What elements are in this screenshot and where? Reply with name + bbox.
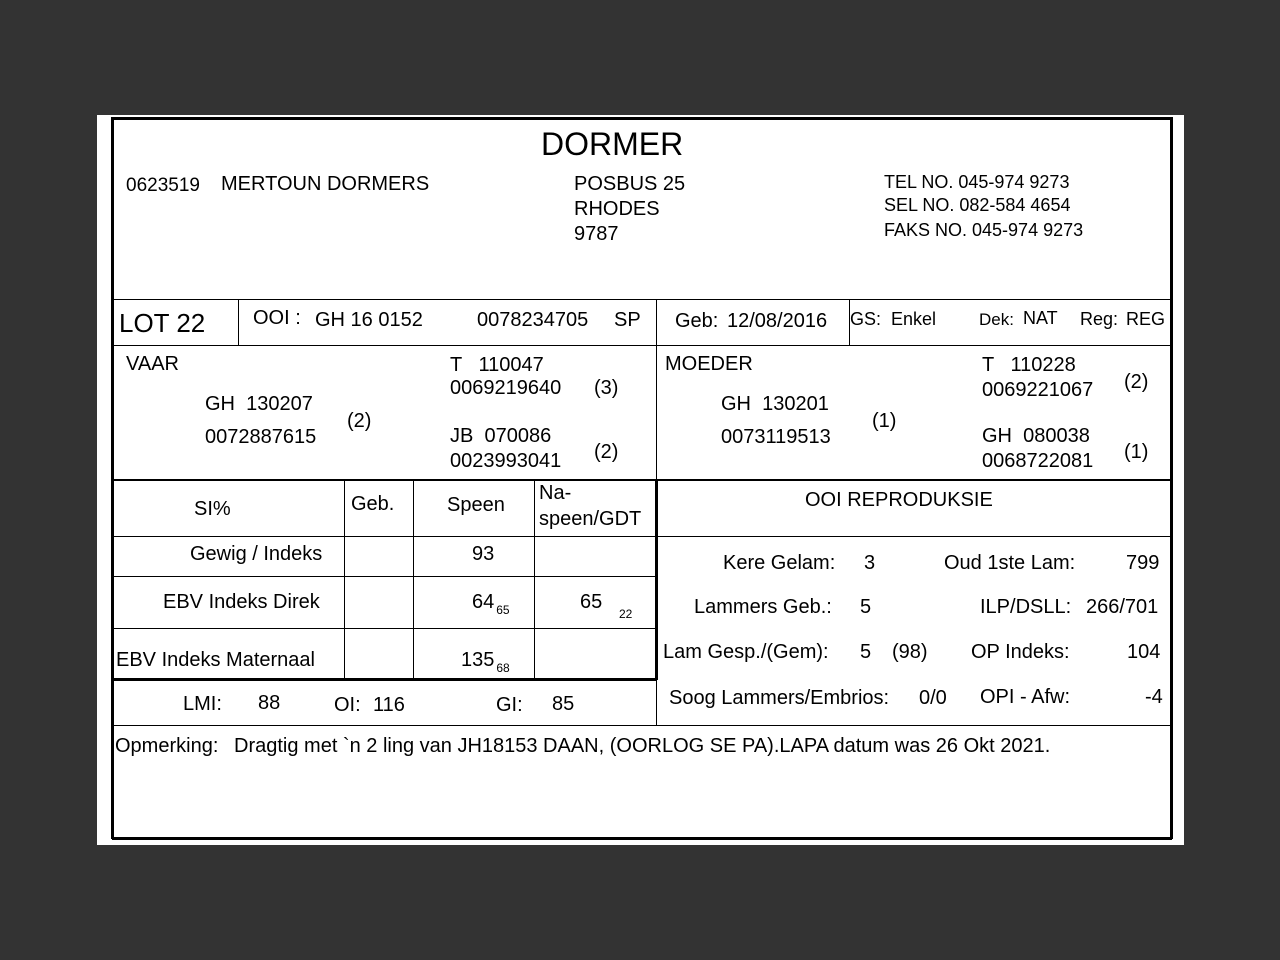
si-row-2 [112, 576, 657, 577]
border-left [111, 117, 114, 839]
ebv-maternaal-speen: 135 $_{68}$ [461, 649, 510, 675]
ooi-code: SP [614, 309, 641, 331]
dam-dam-id: GH 080038 [982, 425, 1090, 447]
si-row-1 [112, 536, 1172, 537]
dam-sire-count: (2) [1124, 371, 1149, 393]
breeder-name: MERTOUN DORMERS [221, 173, 430, 195]
border-top [112, 117, 1172, 120]
gewig-speen: 93 [472, 543, 495, 565]
gesp-gem: (98) [892, 641, 928, 663]
lmi-label: LMI: [183, 693, 222, 715]
reg-label: Reg: [1080, 309, 1119, 329]
si-header: SI% [194, 498, 231, 520]
row-label-ebv-direk: EBV Indeks Direk [163, 591, 320, 613]
geb-label: Geb: [675, 310, 719, 332]
ilp-value: 266/701 [1086, 596, 1159, 618]
border-bottom [112, 837, 1172, 840]
opi-label: OPI - Afw: [980, 686, 1071, 708]
op-value: 104 [1127, 641, 1161, 663]
dam-dam-count: (1) [1124, 441, 1149, 463]
dam-dam-number: 0068722081 [982, 450, 1094, 472]
lammers-label: Lammers Geb.: [694, 596, 832, 618]
dam-count: (1) [872, 410, 897, 432]
divider-pedigree [656, 345, 657, 480]
opi-value: -4 [1145, 686, 1163, 708]
dam-sire-number: 0069221067 [982, 379, 1094, 401]
border-right [1170, 117, 1173, 839]
dam-label: MOEDER [665, 353, 753, 375]
breed-title: DORMER [541, 126, 684, 162]
dam-id: GH 130201 [721, 393, 829, 415]
geb-header: Geb. [351, 493, 395, 515]
sire-label: VAAR [126, 353, 179, 375]
ooi-id: GH 16 0152 [315, 309, 423, 331]
oi-value: 116 [373, 694, 405, 716]
remark-text: Dragtig met `n 2 ling van JH18153 DAAN, (OORLOG SE PA).LAPA datum was 26 Okt 2021. [234, 735, 1051, 757]
naspeen-header-2: speen/GDT [539, 508, 642, 530]
gi-value: 85 [552, 693, 575, 715]
ebv-direk-naspeen: 65 [580, 591, 603, 613]
gesp-value: 5 [860, 641, 872, 663]
tel-number: TEL NO. 045-974 9273 [884, 172, 1070, 192]
sire-count: (2) [347, 410, 372, 432]
soog-label: Soog Lammers/Embrios: [669, 687, 890, 709]
sire-number: 0072887615 [205, 426, 317, 448]
lot-card [97, 115, 1184, 845]
gi-label: GI: [496, 694, 523, 716]
gs-label: GS: [850, 309, 882, 329]
kere-label: Kere Gelam: [723, 552, 836, 574]
ooi-number: 0078234705 [477, 309, 589, 331]
cell-number: SEL NO. 082-584 4654 [884, 195, 1071, 215]
reproduction-title: OOI REPRODUKSIE [805, 489, 993, 511]
ooi-label: OOI : [253, 307, 301, 329]
sire-sire-id: T 110047 [450, 354, 544, 376]
sire-sire-count: (3) [594, 377, 619, 399]
divider-lot-1 [238, 299, 239, 345]
dam-sire-id: T 110228 [982, 354, 1076, 376]
oud-label: Oud 1ste Lam: [944, 552, 1076, 574]
remark-label: Opmerking: [115, 735, 219, 757]
si-col-3 [534, 481, 535, 679]
sire-dam-id: JB 070086 [450, 425, 552, 447]
divider-reproduction [656, 481, 657, 726]
si-row-3 [112, 628, 657, 629]
sire-dam-number: 0023993041 [450, 450, 562, 472]
divider-pedigree-bottom [112, 479, 1172, 481]
lot-label: LOT 22 [119, 308, 206, 338]
divider-lot [112, 345, 1172, 346]
lammers-value: 5 [860, 596, 872, 618]
gs-value: Enkel [891, 309, 937, 329]
speen-header: Speen [447, 494, 505, 516]
si-table-bottom [112, 678, 657, 681]
dek-label: Dek: [979, 310, 1014, 329]
ebv-direk-naspeen-sub: 22 [619, 607, 633, 621]
oi-label: OI: [334, 694, 361, 716]
ebv-direk-speen: 64 $_{65}$ [472, 591, 510, 617]
dek-value: NAT [1023, 308, 1058, 328]
naspeen-header-1: Na- [539, 482, 572, 504]
sire-sire-number: 0069219640 [450, 377, 562, 399]
lmi-value: 88 [258, 692, 281, 714]
address-line-2: RHODES [574, 198, 660, 220]
fax-number: FAKS NO. 045-974 9273 [884, 220, 1084, 240]
address-line-3: 9787 [574, 223, 619, 245]
reg-value: REG [1126, 309, 1166, 329]
si-col-1 [344, 481, 345, 679]
dam-number: 0073119513 [721, 426, 831, 448]
op-label: OP Indeks: [971, 641, 1070, 663]
sire-dam-count: (2) [594, 441, 619, 463]
geb-value: 12/08/2016 [727, 310, 828, 332]
gesp-label: Lam Gesp./(Gem): [663, 641, 829, 663]
address-line-1: POSBUS 25 [574, 173, 686, 195]
sire-id: GH 130207 [205, 393, 313, 415]
divider-header [112, 299, 1172, 300]
si-col-2 [413, 481, 414, 679]
kere-value: 3 [864, 552, 876, 574]
breeder-code: 0623519 [126, 175, 200, 196]
row-label-gewig: Gewig / Indeks [190, 543, 323, 565]
row-label-ebv-maternaal: EBV Indeks Maternaal [116, 649, 315, 671]
divider-lot-2 [656, 299, 657, 345]
oud-value: 799 [1126, 552, 1160, 574]
soog-value: 0/0 [919, 687, 947, 709]
divider-remark [112, 725, 1172, 726]
ilp-label: ILP/DSLL: [980, 596, 1072, 618]
